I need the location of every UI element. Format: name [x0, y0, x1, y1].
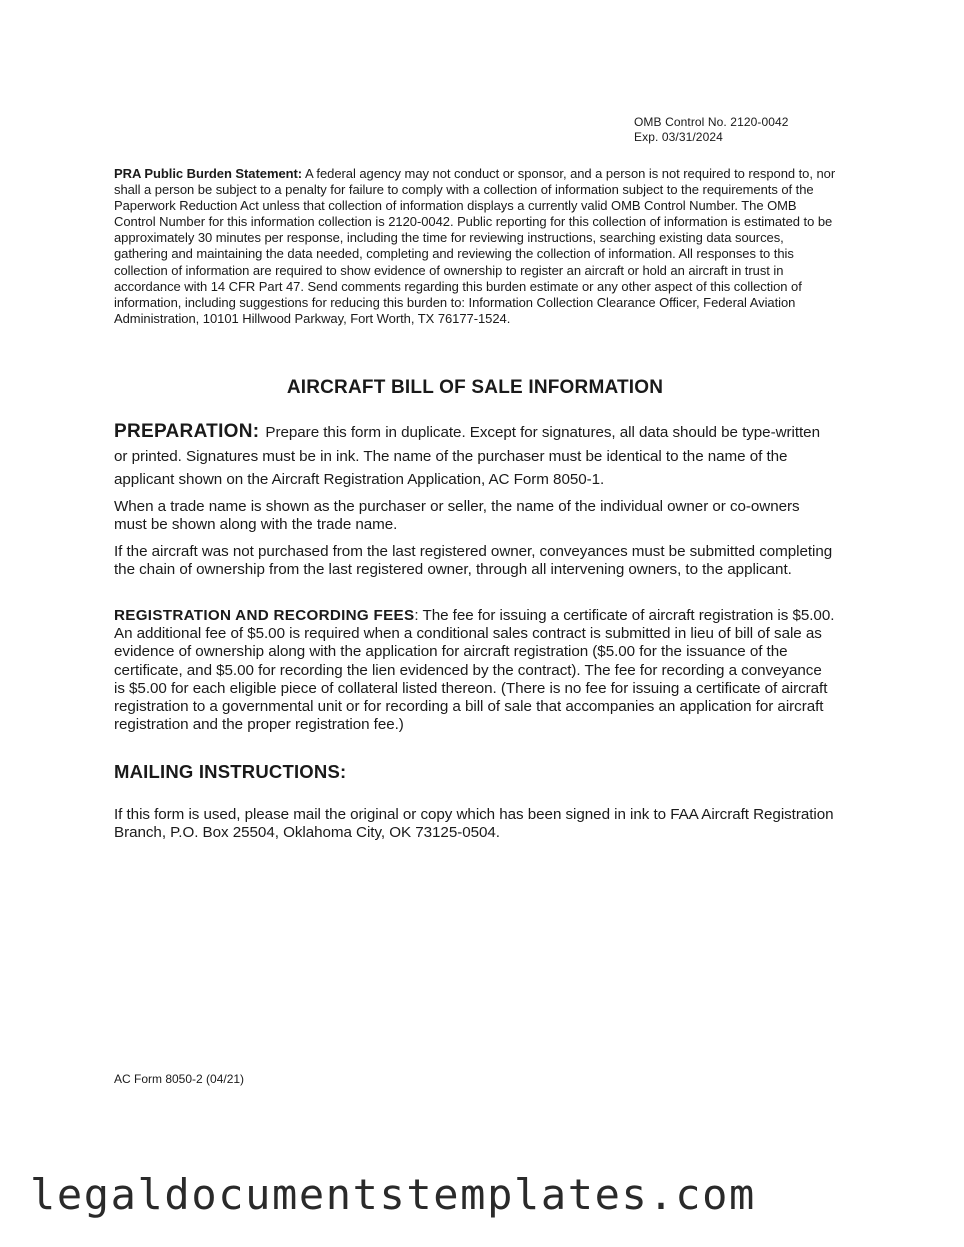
pra-text: A federal agency may not conduct or sponsor, and a person is not required to respond to, nor shall a person be subject to a penalty for failure to comply with a collection of information subject to the requirements of the Paperwork Reduction Act unless that collection of information displays a currently valid OMB Control Number. The OMB Control Number for this information collection is 2120-0042. Public reporting for this collection of information is estimated to be approximately 30 minutes per response, including the time for reviewing instructions, searching existing data sources, gathering and maintaining the data needed, completing and reviewing the collection of information. All responses to this collection of information are required to show evidence of ownership to register an aircraft or hold an aircraft in trust in accordance with 14 CFR Part 47. Send comments regarding this burden estimate or any other aspect of this collection of information, including suggestions for reducing this burden to: Information Collection Clearance Officer, Federal Aviation Administration, 10101 Hillwood Parkway, Fort Worth, TX 76177-1524. [114, 166, 836, 326]
omb-expiration: Exp. 03/31/2024 [634, 130, 723, 144]
preparation-text: Prepare this form in duplicate. Except for signatures, all data should be type-written or printed. Signatures must be in ink. The name of the purchaser must be identical to the name of the applicant shown on the Aircraft Registration Application, AC Form 8050-1. [114, 424, 820, 488]
omb-control-number: OMB Control No. 2120-0042 [634, 115, 789, 129]
mailing-instructions: If this form is used, please mail the original or copy which has been signed in ink to FAA Aircraft Registration Branch, P.O. Box 25504, Oklahoma City, OK 73125-0504. [114, 806, 834, 842]
form-number: AC Form 8050-2 (04/21) [114, 1072, 245, 1086]
omb-block [634, 115, 789, 145]
preparation-section [114, 420, 836, 492]
preparation-label: PREPARATION: [114, 421, 260, 442]
fees-label: REGISTRATION AND RECORDING FEES [114, 607, 415, 624]
pra-statement [114, 166, 836, 327]
mailing-heading: MAILING INSTRUCTIONS: [114, 761, 347, 782]
pra-label: PRA Public Burden Statement: [114, 166, 303, 181]
fees-text: : The fee for issuing a certificate of aircraft registration is $5.00. An additional fee of $5.00 is required when a conditional sales contract is submitted in lieu of bill of sale as evidence of ownership along with the application for aircraft registration ($5.00 for the issuance of the certificate, and $5.00 for recording the lien evidenced by the contract). The fee for recording a conveyance is $5.00 for each eligible piece of collateral listed thereon. (There is no fee for issuing a certificate of aircraft registration to a governmental unit or for recording a bill of sale that accompanies an application for aircraft registration and the proper registration fee.) [114, 607, 835, 734]
fees-section [114, 607, 836, 734]
page-title: AIRCRAFT BILL OF SALE INFORMATION [286, 377, 664, 398]
trade-name-paragraph: When a trade name is shown as the purchaser or seller, the name of the individual owner or co-owners must be shown along with the trade name. [114, 498, 800, 534]
chain-of-ownership-paragraph: If the aircraft was not purchased from the last registered owner, conveyances must be submitted completing the chain of ownership from the last registered owner, through all intervening owners, to the applicant. [114, 543, 833, 579]
watermark-text: legaldocumentstemplates.com [30, 1170, 756, 1219]
